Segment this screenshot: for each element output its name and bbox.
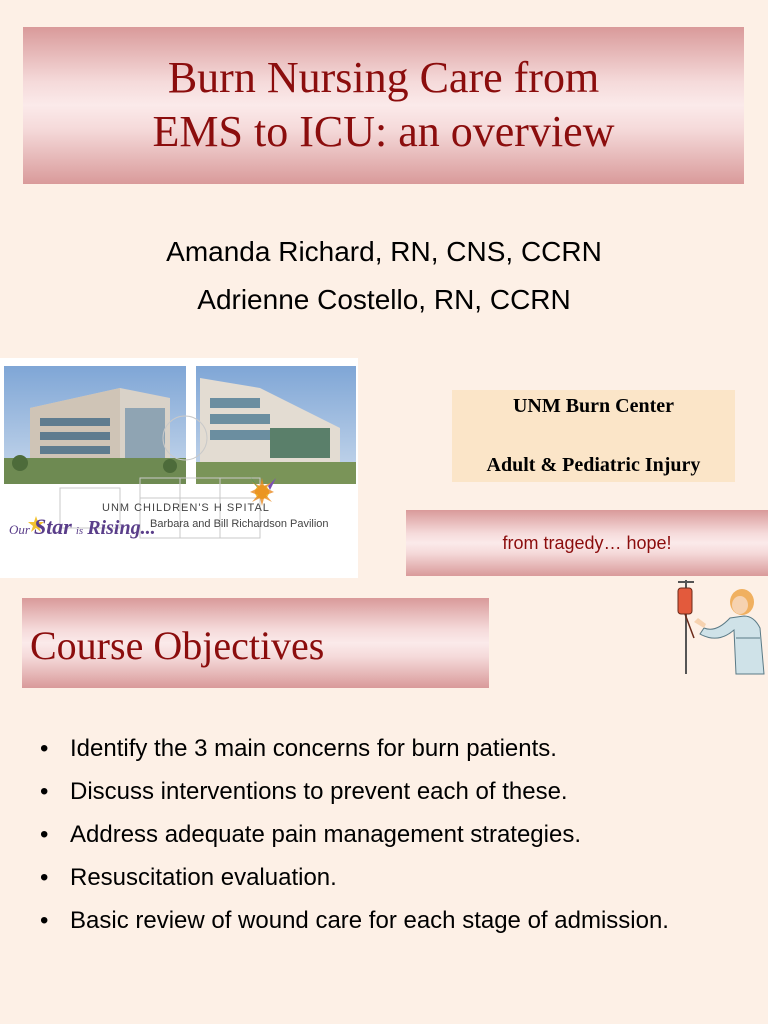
authors bbox=[0, 228, 768, 324]
tagline-banner bbox=[406, 510, 768, 576]
burn-center-scope: Adult & Pediatric Injury bbox=[486, 454, 701, 476]
burn-center-box bbox=[452, 390, 735, 482]
burn-center-name: UNM Burn Center bbox=[512, 395, 675, 417]
author-1: Amanda Richard, RN, CNS, CCRN bbox=[166, 236, 602, 267]
list-item: • Basic review of wound care for each stage of admission. bbox=[40, 902, 740, 939]
our-star-is-rising-logo bbox=[9, 514, 156, 540]
objectives-heading: Course Objectives bbox=[30, 623, 325, 668]
list-item: • Address adequate pain management strategies. bbox=[40, 816, 740, 853]
hospital-image bbox=[0, 358, 358, 578]
tagline-text: from tragedy… hope! bbox=[502, 533, 672, 553]
hospital-subtitle: Barbara and Bill Richardson Pavilion bbox=[150, 518, 329, 530]
logo-word-our: Our bbox=[9, 522, 30, 537]
author-2: Adrienne Costello, RN, CCRN bbox=[197, 284, 571, 315]
title-banner bbox=[23, 27, 744, 184]
list-item: • Resuscitation evaluation. bbox=[40, 859, 740, 896]
nurse-iv-clipart-icon bbox=[664, 578, 768, 678]
logo-word-star: Star bbox=[33, 514, 72, 539]
list-item: • Discuss interventions to prevent each of these. bbox=[40, 773, 740, 810]
logo-word-is: is bbox=[75, 525, 84, 537]
hospital-building-illustration bbox=[0, 358, 358, 578]
objectives-banner bbox=[22, 598, 489, 688]
logo-word-rising: Rising... bbox=[87, 517, 156, 539]
slide-title-line-2: EMS to ICU: an overview bbox=[152, 107, 615, 156]
list-item: • Identify the 3 main concerns for burn patients. bbox=[40, 730, 740, 767]
slide-title-line-1: Burn Nursing Care from bbox=[167, 53, 600, 102]
hospital-name: UNM CHILDREN'S H SPITAL bbox=[102, 502, 270, 514]
objectives-list bbox=[40, 730, 740, 945]
slide-title bbox=[23, 51, 744, 159]
